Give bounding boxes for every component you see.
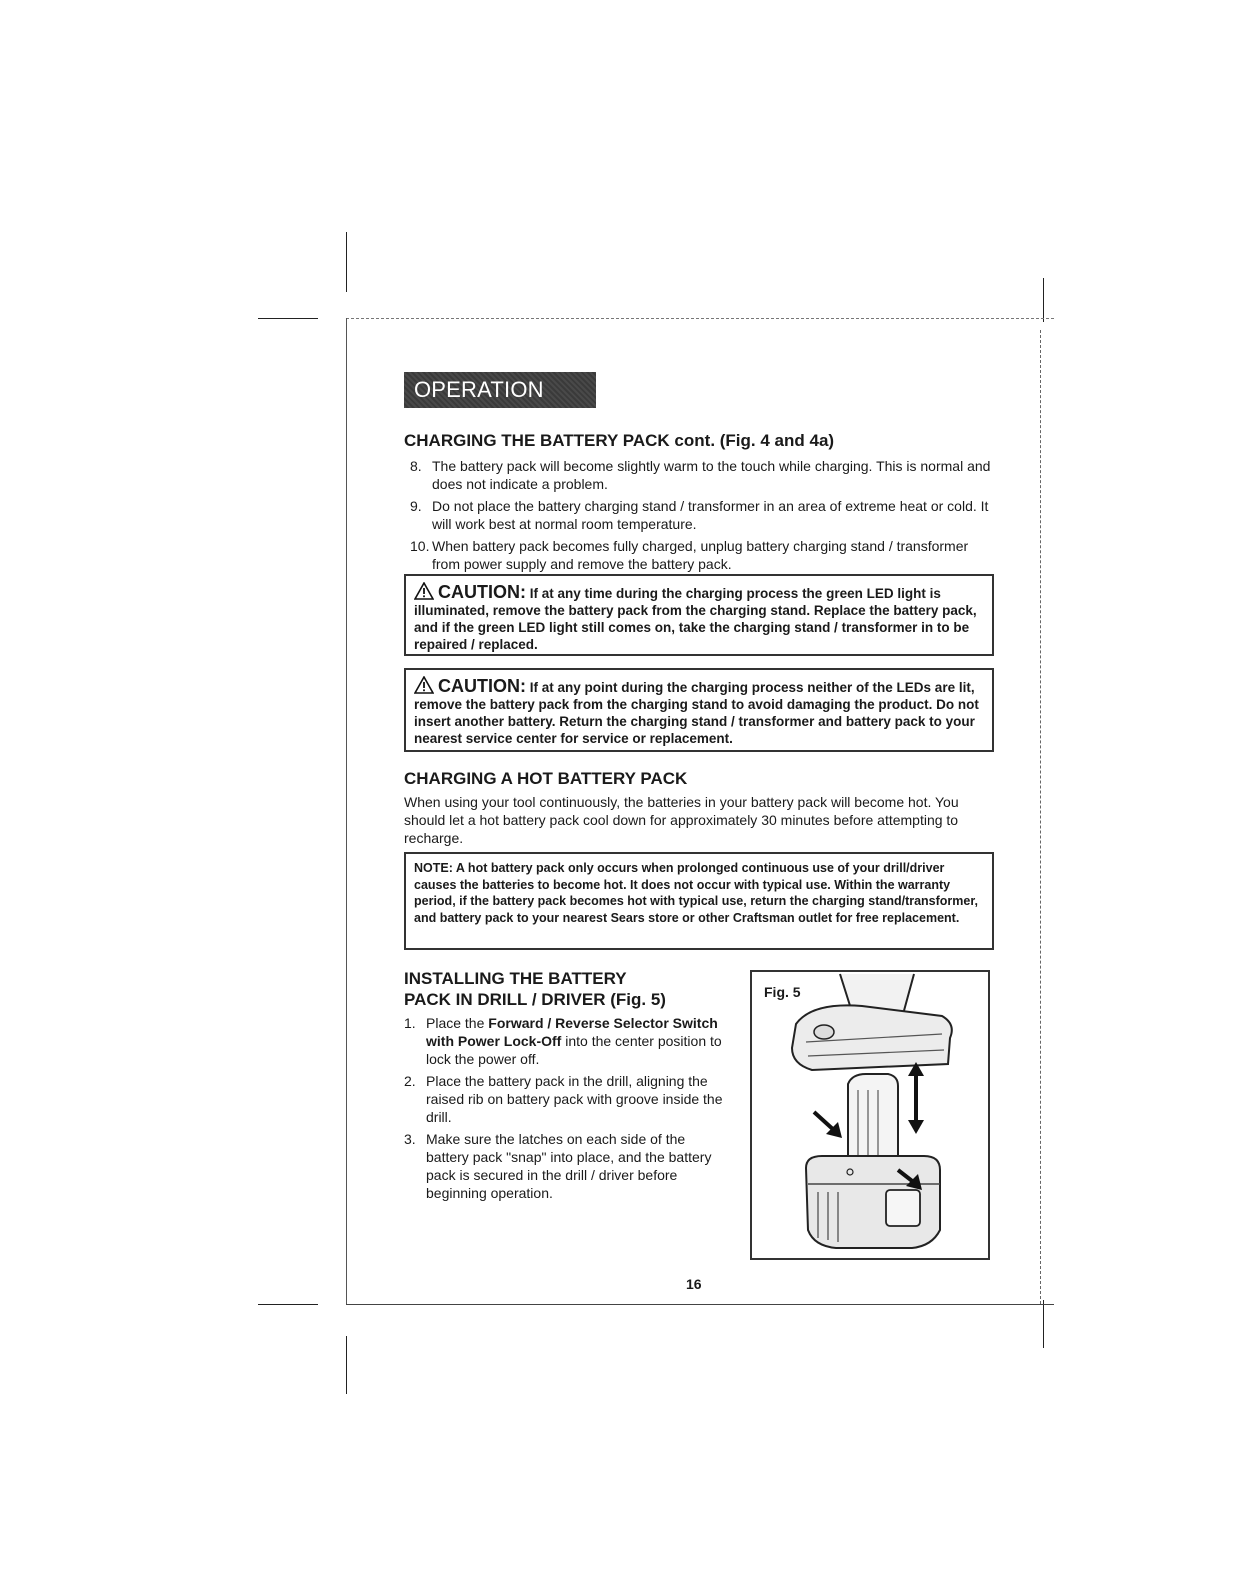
- caution-box: [404, 668, 994, 752]
- caution-text: If at any time during the charging process the green LED light is illuminated, remove the battery pack from the charging stand. Replace the battery pack, and if the green LED light still comes on, take the charging stand / transformer in to be repaired / replaced.: [414, 586, 977, 652]
- crop-mark: [258, 1304, 318, 1305]
- figure-5: [750, 970, 990, 1260]
- list-item: 8. The battery pack will become slightly warm to the touch while charging. This is normal and does not indicate a problem.: [410, 458, 991, 492]
- installing-section: [404, 968, 729, 1206]
- section-banner: OPERATION cont.: [404, 372, 596, 408]
- warning-triangle-icon: [414, 582, 434, 600]
- list-item: 2. Place the battery pack in the drill, aligning the raised rib on battery pack with groove inside the drill.: [404, 1073, 723, 1125]
- page-frame-left: [346, 318, 347, 1304]
- battery-install-illustration: [752, 972, 988, 1258]
- page-frame-top: [346, 318, 1054, 319]
- crop-mark: [346, 1336, 347, 1394]
- charging-list: [404, 457, 996, 573]
- section-heading: INSTALLING THE BATTERY PACK IN DRILL / DRIVER (Fig. 5): [404, 969, 666, 1009]
- crop-mark: [1043, 278, 1044, 322]
- section-heading: CHARGING A HOT BATTERY PACK: [404, 769, 688, 788]
- note-text: NOTE: A hot battery pack only occurs when prolonged continuous use of your drill/driver causes the batteries to become hot. It does not occur with typical use. Within the warranty period, if the battery pack becomes hot with typical use, return the charging stand/transformer, and battery pack to your nearest Sears store or other Craftsman outlet for free replacement.: [414, 861, 979, 925]
- figure-label: Fig. 5: [764, 984, 801, 1000]
- list-item: 1. Place the Forward / Reverse Selector Switch with Power Lock-Off into the center position to lock the power off.: [404, 1015, 722, 1067]
- installing-list: [404, 1014, 729, 1202]
- note-box: [404, 852, 994, 950]
- caution-text: If at any point during the charging process neither of the LEDs are lit, remove the battery pack from the charging stand to avoid damaging the product. Do not insert another battery. Return the charging stand / transformer and battery pack to your nearest service center for service or replacement.: [414, 680, 979, 746]
- caution-label: CAUTION:: [438, 582, 526, 602]
- charging-section: [404, 430, 996, 577]
- hot-battery-section: [404, 768, 964, 847]
- list-item: 9. Do not place the battery charging stand / transformer in an area of extreme heat or cold. It will work best at normal room temperature.: [410, 498, 989, 532]
- crop-mark: [1043, 1300, 1044, 1348]
- warning-triangle-icon: [414, 676, 434, 694]
- caution-label: CAUTION:: [438, 676, 526, 696]
- crop-mark: [346, 232, 347, 292]
- list-item: 10. When battery pack becomes fully charged, unplug battery charging stand / transformer from power supply and remove the battery pack.: [410, 538, 969, 572]
- hot-battery-text: When using your tool continuously, the batteries in your battery pack will become hot. You should let a hot battery pack cool down for approximately 30 minutes before attempting to recharge.: [404, 794, 959, 846]
- caution-box: [404, 574, 994, 656]
- crop-mark: [258, 318, 318, 319]
- section-heading: CHARGING THE BATTERY PACK cont. (Fig. 4 and 4a): [404, 431, 835, 450]
- page-frame-bottom: [346, 1304, 1054, 1305]
- page-frame-right: [1040, 330, 1041, 1304]
- list-item: 3. Make sure the latches on each side of the battery pack "snap" into place, and the battery pack is secured in the drill / driver before beginning operation.: [404, 1131, 712, 1201]
- page-number: 16: [686, 1276, 702, 1292]
